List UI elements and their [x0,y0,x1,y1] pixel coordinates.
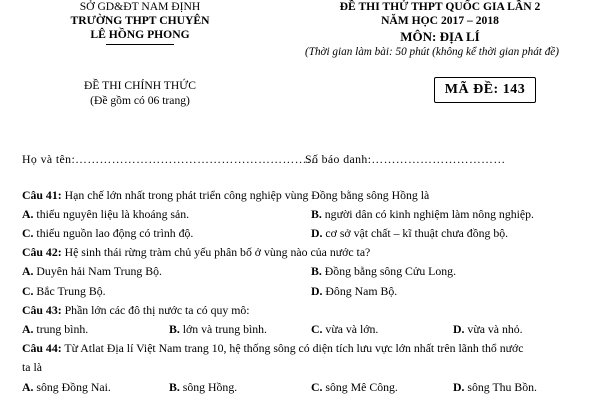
question-44-continued: ta là [22,360,42,374]
question-44 [22,341,524,355]
question-text: Từ Atlat Địa lí Việt Nam trang 10, hệ thống sông có diện tích lưu vực lớn nhất trên lãnh thổ nước [61,341,524,355]
question-label: Câu 42: [22,245,62,259]
option-41-d: D. cơ sở vật chất – kĩ thuật chưa đồng bộ. [311,226,509,240]
school-name-line1: TRƯỜNG THPT CHUYÊN [70,14,210,27]
question-41 [22,188,429,202]
time-allowed-note: (Thời gian làm bài: 50 phút (không kể thời gian phát đề) [305,46,559,58]
exam-title: ĐỀ THI THỬ THPT QUỐC GIA LẦN 2 [339,0,541,13]
option-41-b: B. người dân có kinh nghiệm làm nông nghiệp. [311,207,534,221]
question-text: Hệ sinh thái rừng tràm chủ yếu phân bố ở vùng nào của nước ta? [61,245,371,259]
student-id-field: Số báo danh:…………………………… [305,152,506,166]
school-year: NĂM HỌC 2017 – 2018 [381,14,499,27]
school-name-line2: LÊ HỒNG PHONG [90,28,190,41]
option-43-b: B. lớn và trung bình. [169,322,267,336]
question-42 [22,245,370,259]
subject-title: MÔN: ĐỊA LÍ [400,29,480,44]
option-41-a: A. thiếu nguyên liệu là khoáng sản. [22,207,190,221]
exam-code-box: MÃ ĐỀ: 143 [434,77,536,103]
option-43-d: D. vừa và nhỏ. [453,322,523,336]
question-label: Câu 43: [22,303,62,317]
option-42-c: C. Bắc Trung Bộ. [22,284,106,298]
option-42-d: D. Đông Nam Bộ. [311,284,398,298]
student-name-field: Họ và tên:…………………………………………………… [22,152,320,166]
page-count-note: (Đề gồm có 06 trang) [90,94,190,107]
option-42-b: B. Đồng bằng sông Cửu Long. [311,264,457,278]
question-43 [22,303,250,317]
option-44-d: D. sông Thu Bồn. [453,380,538,394]
header-left-rule [106,44,174,45]
question-text: Hạn chế lớn nhất trong phát triển công nghiệp vùng Đồng bằng sông Hồng là [61,188,430,202]
option-44-c: C. sông Mê Công. [311,380,398,394]
question-text: Phần lớn các đô thị nước ta có quy mô: [61,303,250,317]
official-exam-label: ĐỀ THI CHÍNH THỨC [84,79,196,92]
option-44-a: A. sông Đồng Nai. [22,380,111,394]
option-41-c: C. thiếu nguồn lao động có trình độ. [22,226,194,240]
question-label: Câu 41: [22,188,62,202]
department-name: SỞ GD&ĐT NAM ĐỊNH [79,0,201,13]
option-43-a: A. trung bình. [22,322,89,336]
question-label: Câu 44: [22,341,62,355]
option-44-b: B. sông Hồng. [169,380,238,394]
option-42-a: A. Duyên hải Nam Trung Bộ. [22,264,162,278]
option-43-c: C. vừa và lớn. [311,322,379,336]
